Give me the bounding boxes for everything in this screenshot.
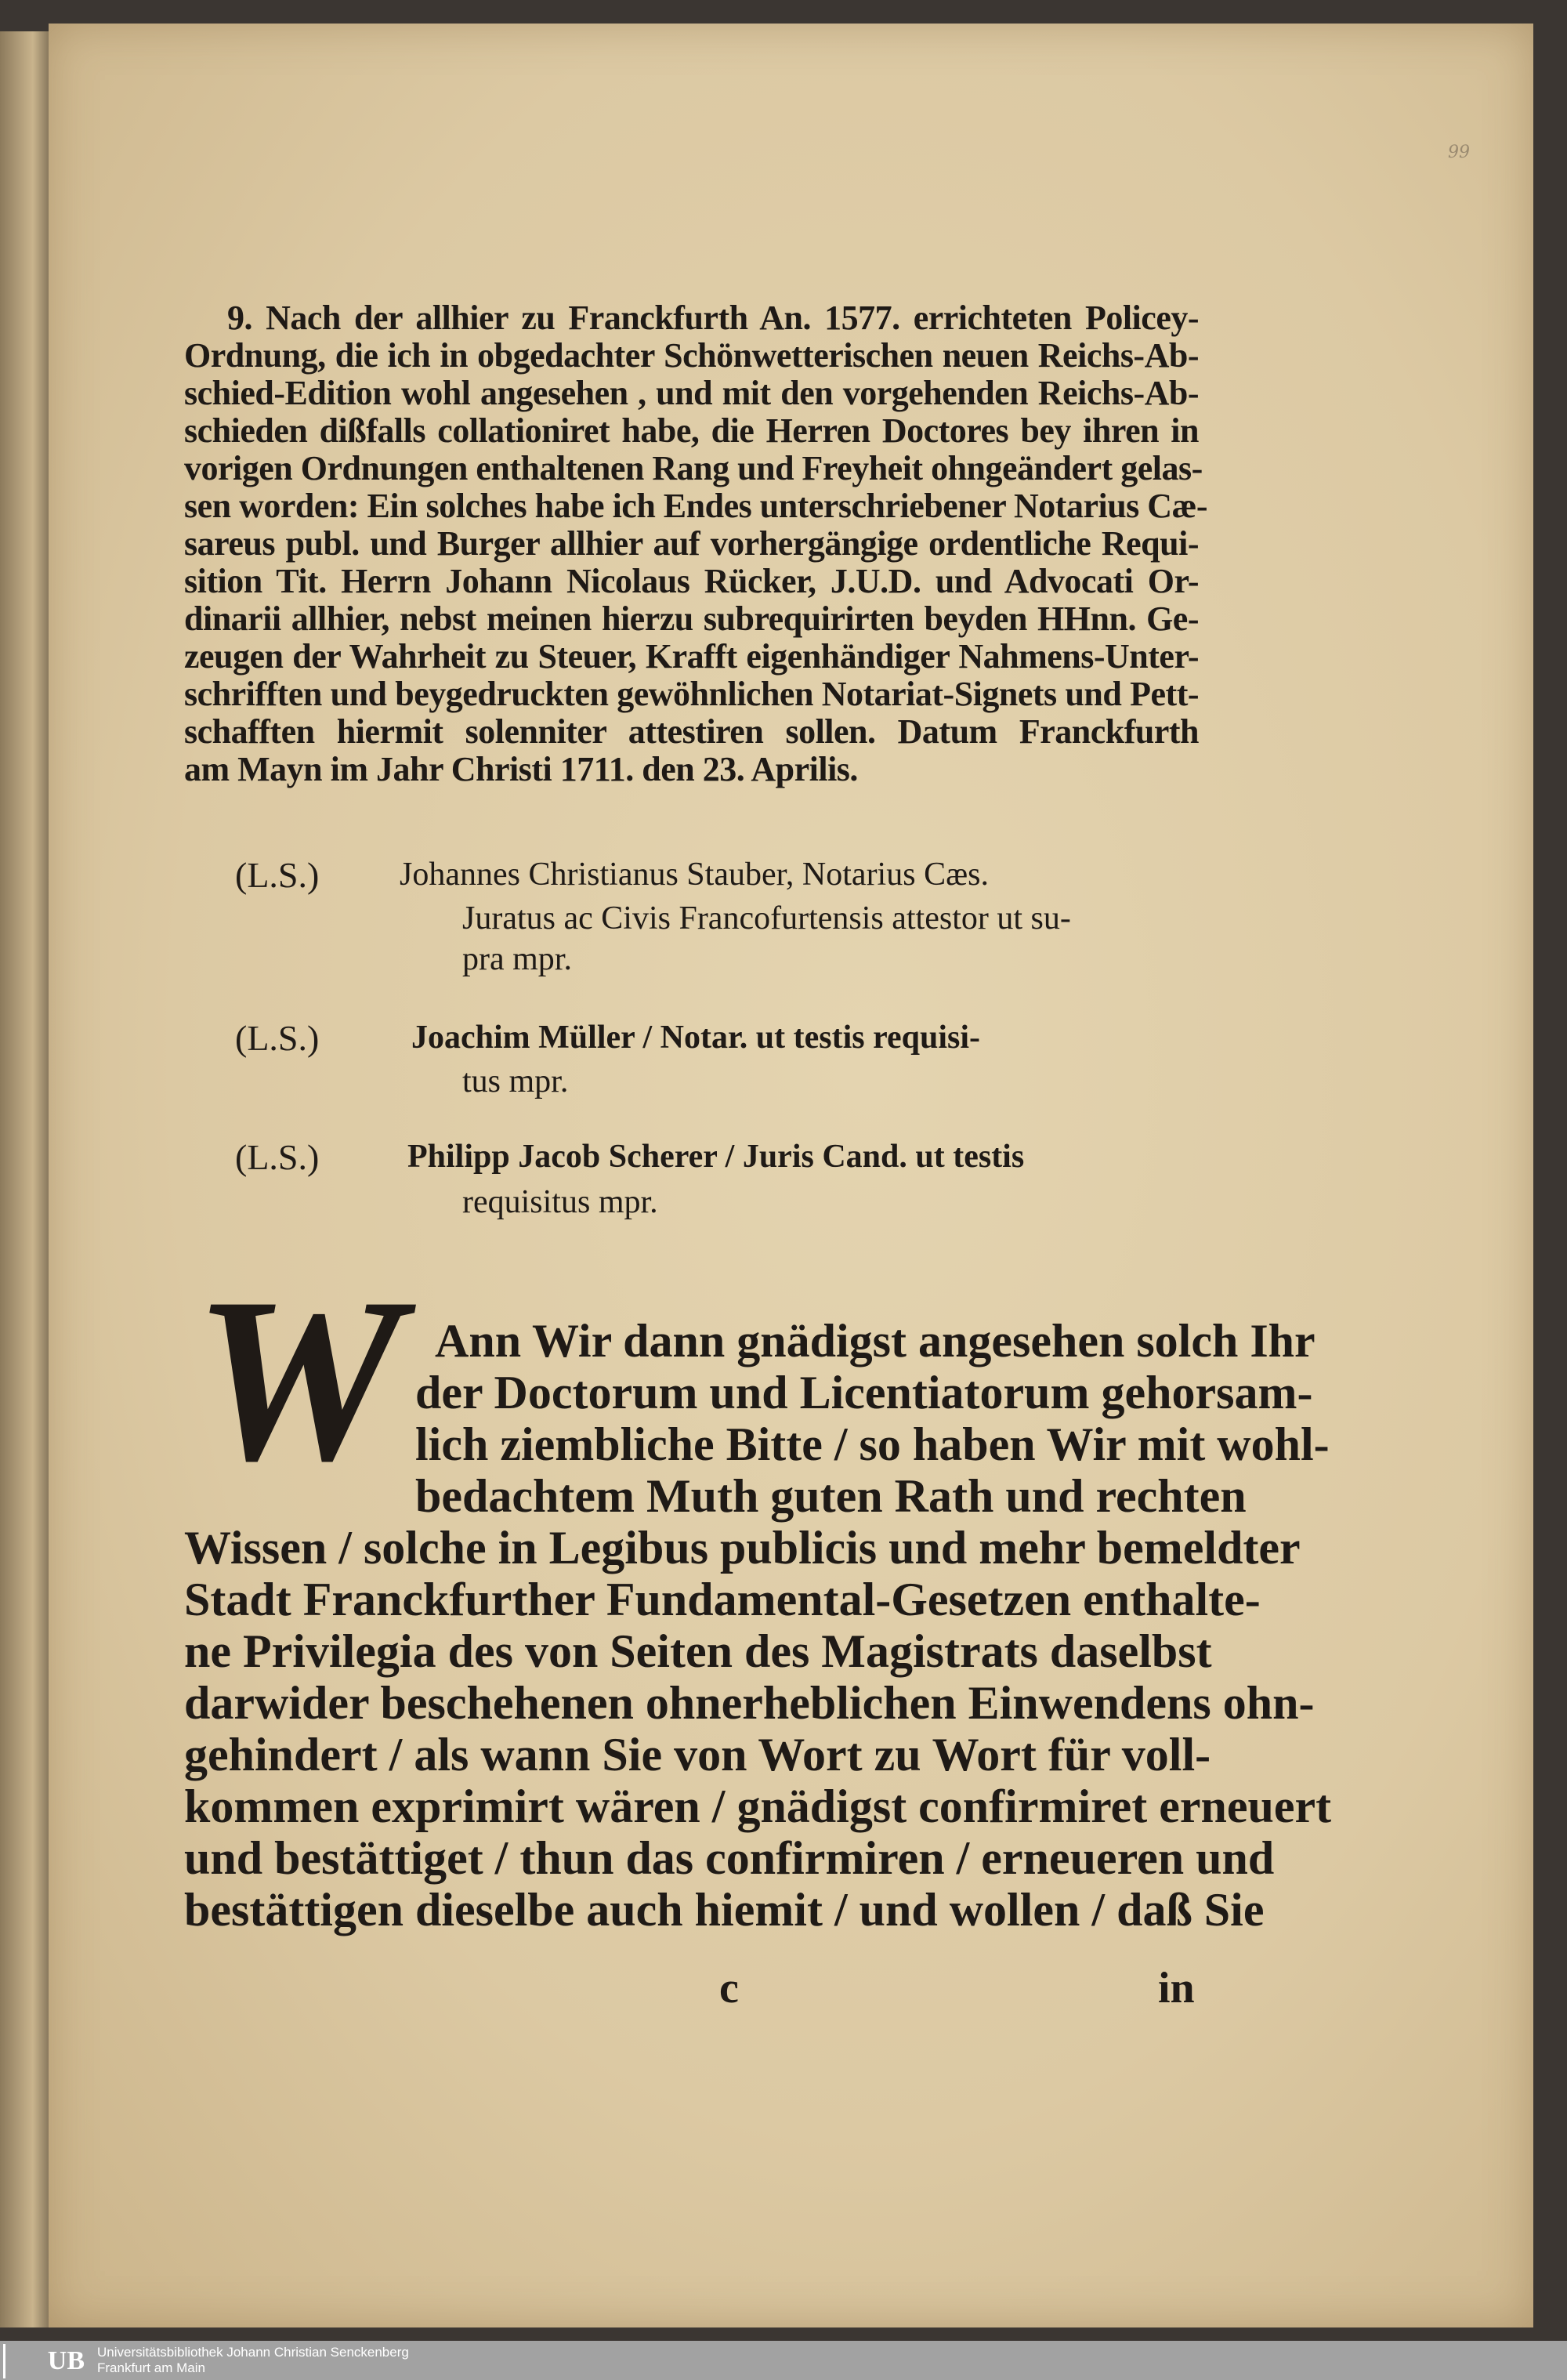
text-line: schieden dißfalls collationiret habe, die Herren Doctores bey ihren in <box>184 411 1199 450</box>
seal-mark: (L.S.) <box>235 855 320 895</box>
text-line: Stadt Franckfurther Fundamental-Gesetzen enthalte- <box>184 1574 1261 1625</box>
text-line: vorigen Ordnungen enthaltenen Rang und Freyheit ohngeändert gelas- <box>184 449 1203 487</box>
signature-line: tus mpr. <box>462 1063 569 1099</box>
signature-line: Juratus ac Civis Francofurtensis attestor ut su- <box>462 900 1071 936</box>
text-line: und bestättiget / thun das confirmiren / erneueren und <box>184 1832 1275 1884</box>
text-line: sareus publ. und Burger allhier auf vorhergängige ordentliche Requi- <box>184 524 1199 563</box>
left-page-edge <box>0 31 55 2327</box>
drop-cap: W <box>193 1249 403 1509</box>
text-line: schafften hiermit solenniter attestiren sollen. Datum Franckfurth <box>184 712 1199 751</box>
text-line: zeugen der Wahrheit zu Steuer, Krafft eigenhändiger Nahmens-Unter- <box>184 637 1199 676</box>
text-line: sition Tit. Herrn Johann Nicolaus Rücker, J.U.D. und Advocati Or- <box>184 562 1199 600</box>
text-line: dinarii allhier, nebst meinen hierzu subrequirirten beyden HHnn. Ge- <box>184 600 1199 638</box>
library-footer <box>0 2341 1567 2380</box>
text-line: gehindert / als wann Sie von Wort zu Wort für voll- <box>184 1729 1211 1780</box>
library-name: Universitätsbibliothek Johann Christian Senckenberg <box>97 2345 409 2360</box>
signature-line: requisitus mpr. <box>462 1184 658 1220</box>
text-line: bedachtem Muth guten Rath und rechten <box>415 1470 1247 1522</box>
text-line: darwider beschehenen ohnerheblichen Einwendens ohn- <box>184 1677 1315 1729</box>
text-line: Wissen / solche in Legibus publicis und mehr bemeldter <box>184 1522 1301 1574</box>
page-number: 99 <box>1448 143 1470 162</box>
text-line: kommen exprimirt wären / gnädigst confirmiret erneuert <box>184 1780 1332 1832</box>
text-line: am Mayn im Jahr Christi 1711. den 23. Aprilis. <box>184 750 858 788</box>
seal-mark: (L.S.) <box>235 1018 320 1058</box>
text-line: der Doctorum und Licentiatorum gehorsam- <box>415 1367 1313 1418</box>
library-location: Frankfurt am Main <box>97 2360 205 2375</box>
signature-line: Philipp Jacob Scherer / Juris Cand. ut testis <box>407 1139 1025 1175</box>
seal-mark: (L.S.) <box>235 1137 320 1177</box>
library-logo: UB <box>3 2344 89 2378</box>
signature-mark: c <box>719 1964 739 2012</box>
text-line: bestättigen dieselbe auch hiemit / und wollen / daß Sie <box>184 1884 1265 1936</box>
signature-line: pra mpr. <box>462 941 572 977</box>
text-line: sen worden: Ein solches habe ich Endes unterschriebener Notarius Cæ- <box>184 487 1208 525</box>
text-line: schrifften und beygedruckten gewöhnlichen Notariat-Signets und Pett- <box>184 675 1199 713</box>
catchword: in <box>1158 1964 1195 2012</box>
text-line: ne Privilegia des von Seiten des Magistrats daselbst <box>184 1625 1212 1677</box>
text-line: 9. Nach der allhier zu Franckfurth An. 1577. errichteten Policey- <box>227 299 1199 337</box>
text-line: schied-Edition wohl angesehen , und mit den vorgehenden Reichs-Ab- <box>184 374 1199 412</box>
signature-line: Joachim Müller / Notar. ut testis requisi- <box>411 1020 981 1056</box>
text-line: Ordnung, die ich in obgedachter Schönwetterischen neuen Reichs-Ab- <box>184 336 1199 375</box>
text-line: Ann Wir dann gnädigst angesehen solch Ihr <box>435 1315 1315 1367</box>
signature-line: Johannes Christianus Stauber, Notarius Cæs. <box>400 857 989 893</box>
text-line: lich ziembliche Bitte / so haben Wir mit wohl- <box>415 1418 1330 1470</box>
